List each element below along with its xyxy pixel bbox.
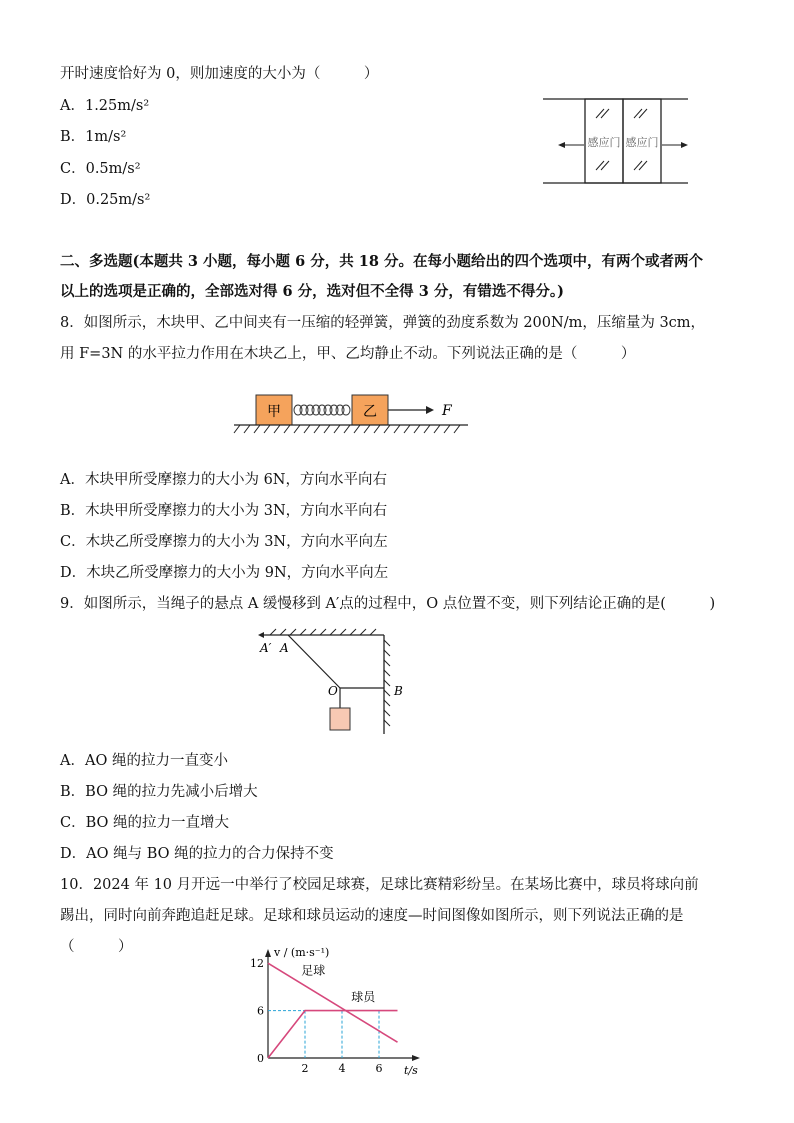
hanging-weight xyxy=(330,708,350,730)
q10-stem-line1: 10．2024 年 10 月开远一中举行了校园足球赛，足球比赛精彩纷呈。在某场比赛中，球员将球向前 xyxy=(60,877,699,893)
q8-option-a: A．木块甲所受摩擦力的大小为 6N，方向水平向右 xyxy=(60,472,387,488)
q8-option-d: D．木块乙所受摩擦力的大小为 9N，方向水平向左 xyxy=(60,565,389,581)
y-tick-label: 6 xyxy=(257,1004,264,1018)
q7-tail-text: 开时速度恰好为 0，则加速度的大小为（ ） xyxy=(60,66,379,82)
x-tick-label: 2 xyxy=(301,1062,309,1075)
q7-door-figure xyxy=(538,96,694,188)
section2-heading-line2: 以上的选项是正确的，全部选对得 6 分，选对但不全得 3 分，有错选不得分。) xyxy=(60,283,564,300)
q7-option-b: B．1m/s² xyxy=(60,129,127,145)
q8-option-b: B．木块甲所受摩擦力的大小为 3N，方向水平向右 xyxy=(60,503,388,519)
label-a-prime: A′ xyxy=(260,641,272,655)
force-label: F xyxy=(442,403,452,419)
spring xyxy=(294,405,350,415)
block-yi-label: 乙 xyxy=(363,404,377,420)
left-arrow-head xyxy=(558,142,565,148)
q10-vt-chart xyxy=(240,940,430,1080)
door-label-left: 感应门 xyxy=(587,136,621,149)
door-label-right: 感应门 xyxy=(625,136,659,149)
section2-heading-line1: 二、多选题(本题共 3 小题，每小题 6 分，共 18 分。在每小题给出的四个选项中，有两个或者两个 xyxy=(60,253,704,270)
right-arrow-head xyxy=(681,142,688,148)
q7-option-a: A．1.25m/s² xyxy=(60,98,150,114)
series-label-ball: 足球 xyxy=(301,963,326,978)
q7-option-d: D．0.25m/s² xyxy=(60,192,151,208)
q9-option-b: B．BO 绳的拉力先减小后增大 xyxy=(60,784,258,800)
q9-stem: 9．如图所示，当绳子的悬点 A 缓慢移到 A′点的过程中，O 点位置不变，则下列结论正确的是( ) xyxy=(60,596,716,612)
q9-option-a: A．AO 绳的拉力一直变小 xyxy=(60,753,228,769)
series-label-player: 球员 xyxy=(351,990,376,1005)
q10-stem-line3: （ ） xyxy=(60,939,133,955)
q10-stem-line2: 踢出，同时向前奔跑追赶足球。足球和球员运动的速度—时间图像如图所示，则下列说法正确的是 xyxy=(60,908,684,924)
q9-rope-figure xyxy=(252,628,412,738)
series-line-0 xyxy=(268,963,398,1042)
q9-option-c: C．BO 绳的拉力一直增大 xyxy=(60,815,230,831)
q8-spring-figure xyxy=(232,392,472,436)
label-o: O xyxy=(328,684,338,698)
q8-stem-line2: 用 F=3N 的水平拉力作用在木块乙上，甲、乙均静止不动。下列说法正确的是（ ） xyxy=(60,346,636,362)
x-tick-label: 4 xyxy=(338,1062,346,1075)
q8-stem-line1: 8．如图所示，木块甲、乙中间夹有一压缩的轻弹簧，弹簧的劲度系数为 200N/m，压缩量为 3cm， xyxy=(60,315,706,331)
y-tick-label: 12 xyxy=(250,957,264,971)
guide-lines xyxy=(268,1011,379,1058)
label-a: A xyxy=(280,641,289,655)
y-axis-label: v / (m·s⁻¹) xyxy=(274,946,330,959)
force-arrow-head xyxy=(426,406,434,414)
x-axis-label: t/s xyxy=(404,1064,418,1077)
series-lines xyxy=(268,963,398,1058)
q9-option-d: D．AO 绳与 BO 绳的拉力的合力保持不变 xyxy=(60,846,334,862)
block-jia-label: 甲 xyxy=(267,404,281,420)
x-tick-label: 6 xyxy=(375,1062,383,1075)
label-b: B xyxy=(394,684,403,698)
series-line-1 xyxy=(268,1011,398,1058)
y-tick-label: 0 xyxy=(257,1052,264,1065)
rope-ao xyxy=(288,635,340,688)
q7-option-c: C．0.5m/s² xyxy=(60,161,141,177)
y-axis-arrow xyxy=(265,949,271,957)
move-arrow-head xyxy=(258,632,264,638)
ceiling-hatch xyxy=(270,629,376,635)
x-axis-arrow xyxy=(412,1055,420,1061)
wall-hatch xyxy=(384,640,390,726)
q8-option-c: C．木块乙所受摩擦力的大小为 3N，方向水平向左 xyxy=(60,534,388,550)
ground-hatch xyxy=(234,425,460,433)
